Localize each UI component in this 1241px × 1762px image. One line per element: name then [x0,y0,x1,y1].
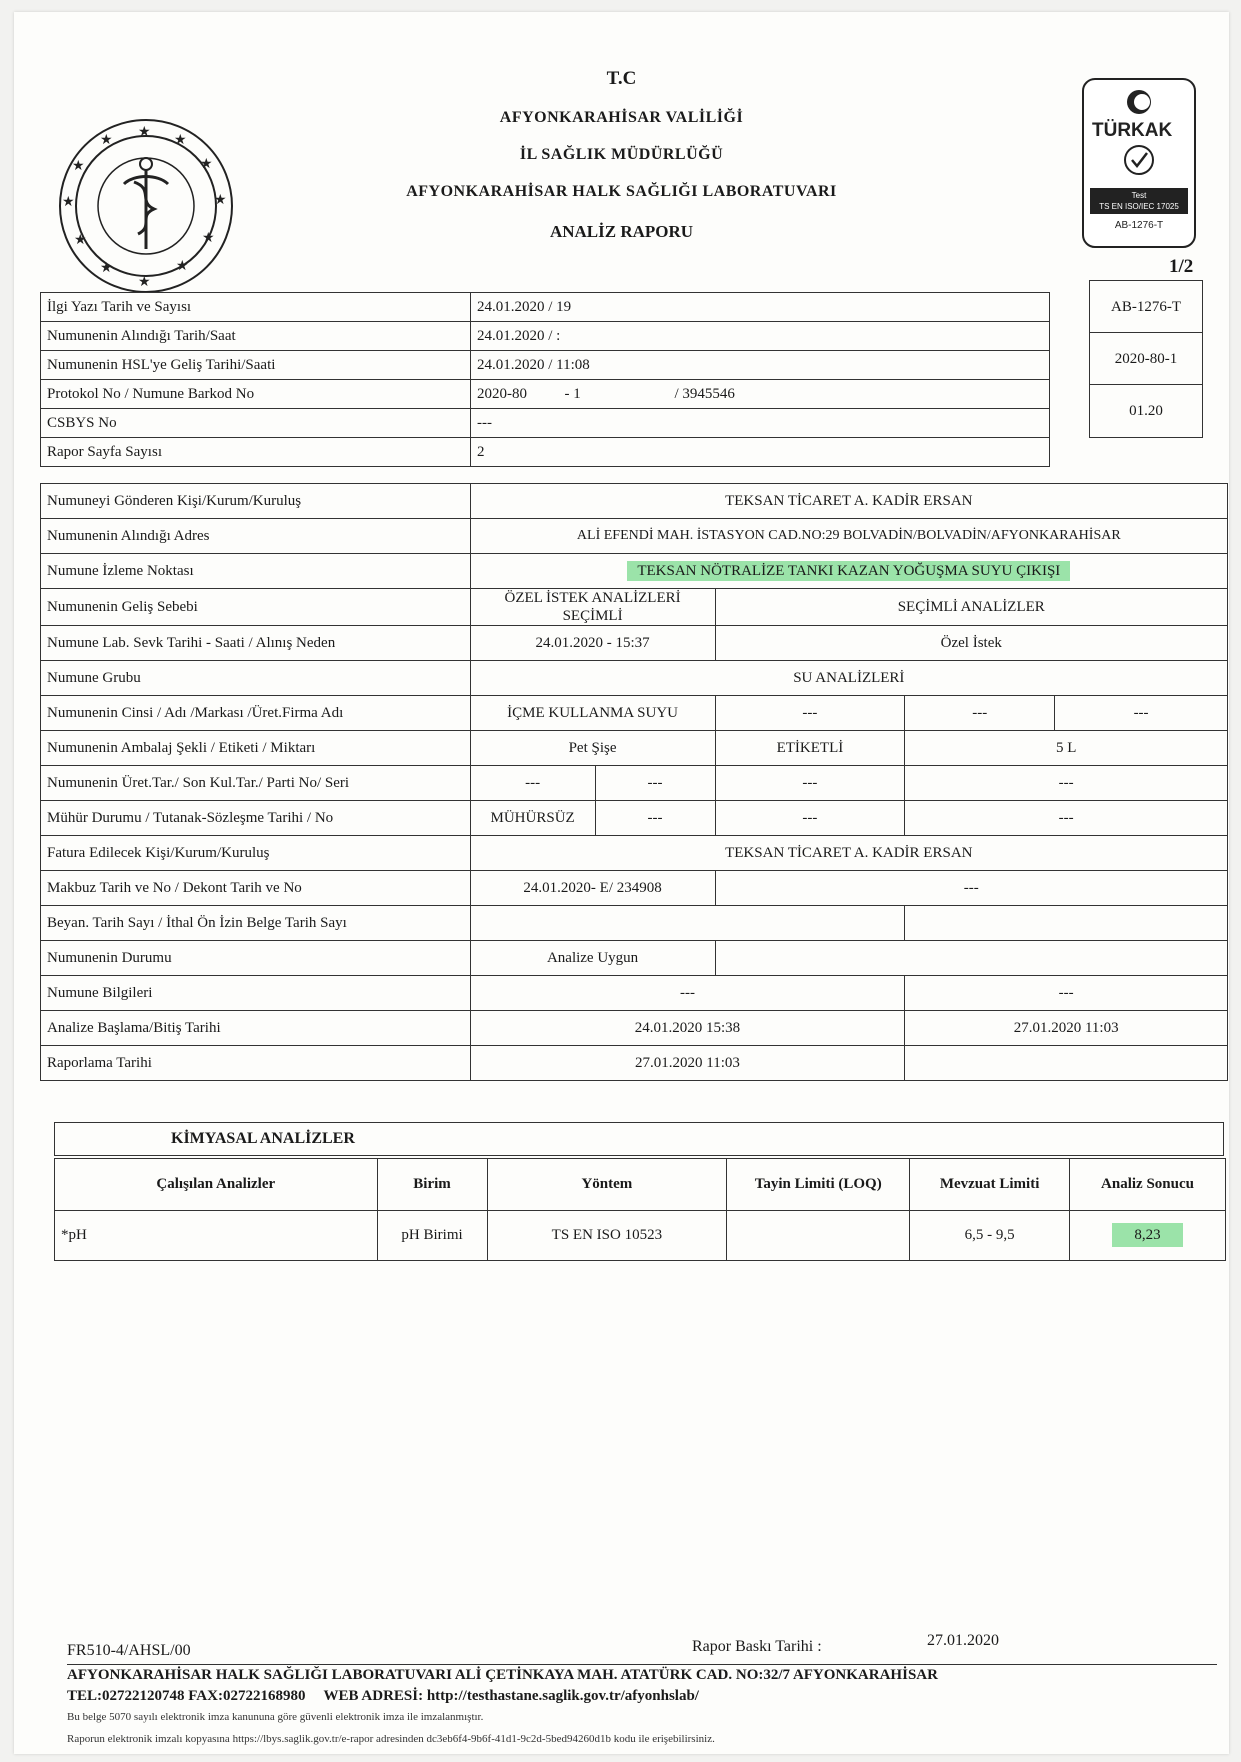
header-tc: T.C [606,68,637,89]
row-label: Fatura Edilecek Kişi/Kurum/Kuruluş [41,836,471,871]
minutes-date-value: --- [595,801,715,836]
result-value: 8,23 [1112,1223,1182,1247]
svg-text:★: ★ [74,233,87,248]
name-value: --- [905,696,1055,731]
row-label: Numunenin Alındığı Adres [41,519,471,554]
result-cell [1070,1211,1226,1261]
seal-status-value: MÜHÜRSÜZ [470,801,595,836]
svg-text:AB-1276-T: AB-1276-T [1114,220,1164,231]
table-row [41,409,1050,438]
reason-value: ÖZEL İSTEK ANALİZLERİ [504,590,681,606]
brand-value: --- [715,696,905,731]
table-row [41,484,1228,519]
table-row [41,519,1228,554]
row-label: Numune İzleme Noktası [41,554,471,589]
table-row [55,1211,1226,1261]
declaration-value [470,906,905,941]
row-label: Numuneyi Gönderen Kişi/Kurum/Kuruluş [41,484,471,519]
sample-details-table [40,483,1228,1081]
form-code: FR510-4/AHSL/00 [67,1642,191,1659]
row-label: Numunenin Durumu [41,941,471,976]
serial-value: --- [905,766,1228,801]
loq-cell [727,1211,910,1261]
table-row [41,438,1050,467]
table-row [41,322,1050,351]
minutes-no-value: --- [715,801,905,836]
table-row [41,1046,1228,1081]
print-date-value: 27.01.2020 [927,1632,999,1649]
column-header: Çalışılan Analizler [55,1159,378,1211]
row-label: İlgi Yazı Tarih ve Sayısı [41,293,471,322]
row-label: CSBYS No [41,409,471,438]
type-value: İÇME KULLANMA SUYU [470,696,715,731]
table-row [41,554,1228,589]
row-label: Numunenin Ambalaj Şekli / Etiketi / Miktarı [41,731,471,766]
header-mudurluk: İL SAĞLIK MÜDÜRLÜĞÜ [519,146,724,163]
row-label: Numunenin Alındığı Tarih/Saat [41,322,471,351]
table-header-row [55,1159,1226,1211]
row-label: Numunenin Cinsi / Adı /Markası /Üret.Firma Adı [41,696,471,731]
svg-text:★: ★ [100,133,113,148]
unit-cell: pH Birimi [377,1211,487,1261]
purpose-value: Özel İstek [715,626,1227,661]
sample-info-extra-value: --- [905,976,1228,1011]
reference-codes [1089,280,1203,438]
page-number: 1/2 [1169,256,1194,277]
table-row [41,731,1228,766]
address-value: ALİ EFENDİ MAH. İSTASYON CAD.NO:29 BOLVADİN/BOLVADİN/AFYONKARAHİSAR [470,519,1227,554]
contact-line [67,1688,1217,1705]
print-date-label: Rapor Baskı Tarihi : [692,1638,822,1655]
row-label: Beyan. Tarih Sayı / İthal Ön İzin Belge Tarih Sayı [41,906,471,941]
row-label: Numune Bilgileri [41,976,471,1011]
report-footer [67,1632,1217,1745]
row-label: Rapor Sayfa Sayısı [41,438,471,467]
row-label: Numune Lab. Sevk Tarihi - Saati / Alınış Neden [41,626,471,661]
table-row [41,836,1228,871]
chemical-analysis-heading [54,1122,1224,1156]
table-row [41,941,1228,976]
analyte-cell: *pH [55,1211,378,1261]
svg-text:★: ★ [138,275,151,290]
turkak-logo-icon [1082,78,1196,248]
table-row [41,351,1050,380]
lab-address: AFYONKARAHİSAR HALK SAĞLIĞI LABORATUVARI ALİ ÇETİNKAYA MAH. ATATÜRK CAD. NO:32/7 AFYONKARAHİSAR [67,1667,938,1683]
analysis-end-value: 27.01.2020 11:03 [905,1011,1228,1046]
import-permit-value [905,906,1228,941]
phone-fax: TEL:02722120748 FAX:02722168980 [67,1688,306,1704]
table-row [41,801,1228,836]
svg-text:TÜRKAK: TÜRKAK [1092,120,1173,141]
request-info-table [40,292,1050,467]
table-row [41,976,1228,1011]
svg-text:★: ★ [200,157,213,172]
svg-text:Test: Test [1131,191,1147,200]
dispatch-value: 24.01.2020 - 15:37 [470,626,715,661]
header-valilik: AFYONKARAHİSAR VALİLİĞİ [499,109,744,126]
svg-text:★: ★ [72,159,85,174]
production-date-value: --- [470,766,595,801]
manufacturer-value: --- [1055,696,1228,731]
row-label: Analize Başlama/Bitiş Tarihi [41,1011,471,1046]
svg-text:★: ★ [202,231,215,246]
section-title: KİMYASAL ANALİZLER [171,1130,355,1147]
row-value: 2020-80 - 1 / 3945546 [471,380,1050,409]
row-value: --- [471,409,1050,438]
row-value: 24.01.2020 / 19 [471,293,1050,322]
website-link[interactable]: WEB ADRESİ: http://testhastane.saglik.gov.tr/afyonhslab/ [323,1688,699,1704]
label-value: ETİKETLİ [715,731,905,766]
svg-text:★: ★ [138,125,151,140]
condition-value: Analize Uygun [470,941,715,976]
table-row [41,589,1228,626]
expiry-date-value: --- [595,766,715,801]
report-date-value: 27.01.2020 11:03 [470,1046,905,1081]
svg-text:★: ★ [174,133,187,148]
svg-text:★: ★ [100,261,113,276]
row-label: Raporlama Tarihi [41,1046,471,1081]
quantity-value: 5 L [905,731,1228,766]
accreditation-code: AB-1276-T [1090,281,1202,333]
table-row [41,696,1228,731]
limit-cell: 6,5 - 9,5 [910,1211,1070,1261]
table-row [41,766,1228,801]
deposit-value: --- [715,871,1227,906]
package-value: Pet Şişe [470,731,715,766]
column-header: Tayin Limiti (LOQ) [727,1159,910,1211]
table-row [41,906,1228,941]
footer-divider [67,1664,1217,1665]
table-row [41,626,1228,661]
sampling-point-value: TEKSAN NÖTRALİZE TANKI KAZAN YOĞUŞMA SUYU ÇIKIŞI [627,561,1070,581]
table-row [41,871,1228,906]
reason-type-value: SEÇİMLİ ANALİZLER [715,589,1227,626]
report-page [14,12,1229,1754]
report-date-extra [905,1046,1228,1081]
table-row [41,1011,1228,1046]
svg-text:★: ★ [62,195,75,210]
row-value: 24.01.2020 / 11:08 [471,351,1050,380]
row-label: Makbuz Tarih ve No / Dekont Tarih ve No [41,871,471,906]
method-cell: TS EN ISO 10523 [487,1211,727,1261]
row-label: Protokol No / Numune Barkod No [41,380,471,409]
group-value: SU ANALİZLERİ [470,661,1227,696]
svg-text:★: ★ [176,259,189,274]
column-header: Mevzuat Limiti [910,1159,1070,1211]
table-row [41,380,1050,409]
sample-info-value: --- [470,976,905,1011]
table-row [41,661,1228,696]
report-title: ANALİZ RAPORU [549,222,694,241]
reason-cell [470,589,715,626]
batch-value: --- [715,766,905,801]
analysis-start-value: 24.01.2020 15:38 [470,1011,905,1046]
column-header: Yöntem [487,1159,727,1211]
invoice-value: TEKSAN TİCARET A. KADİR ERSAN [470,836,1227,871]
svg-text:TS EN ISO/IEC 17025: TS EN ISO/IEC 17025 [1099,202,1179,211]
column-header: Analiz Sonucu [1070,1159,1226,1211]
row-label: Numunenin Geliş Sebebi [41,589,471,626]
row-value: 2 [471,438,1050,467]
sender-value: TEKSAN TİCARET A. KADİR ERSAN [470,484,1227,519]
condition-note-value [715,941,1227,976]
header-lab: AFYONKARAHİSAR HALK SAĞLIĞI LABORATUVARI [406,183,837,200]
row-value: 24.01.2020 / : [471,322,1050,351]
e-signature-note: Bu belge 5070 sayılı elektronik imza kanununa göre güvenli elektronik imza ile imzalanmıştır. [67,1711,484,1723]
report-header [14,68,1229,242]
e-report-note: Raporun elektronik imzalı kopyasına https://lbys.saglik.gov.tr/e-rapor adresinden dc3eb6f4-9b6f-41d1-9c2d-5bed94260d1b kodu ile erişebilirsiniz. [67,1733,715,1745]
sampling-point-cell [470,554,1227,589]
reason-sub-value: SEÇİMLİ [562,608,623,624]
row-label: Numunenin Üret.Tar./ Son Kul.Tar./ Parti No/ Seri [41,766,471,801]
contract-value: --- [905,801,1228,836]
row-label: Numunenin HSL'ye Geliş Tarihi/Saati [41,351,471,380]
column-header: Birim [377,1159,487,1211]
receipt-value: 24.01.2020- E/ 234908 [470,871,715,906]
analysis-results-table [54,1158,1226,1261]
period-code: 01.20 [1129,403,1163,419]
svg-text:★: ★ [214,193,227,208]
row-label: Numune Grubu [41,661,471,696]
row-label: Mühür Durumu / Tutanak-Sözleşme Tarihi / No [41,801,471,836]
table-row [41,293,1050,322]
protocol-code: 2020-80-1 [1090,333,1202,385]
